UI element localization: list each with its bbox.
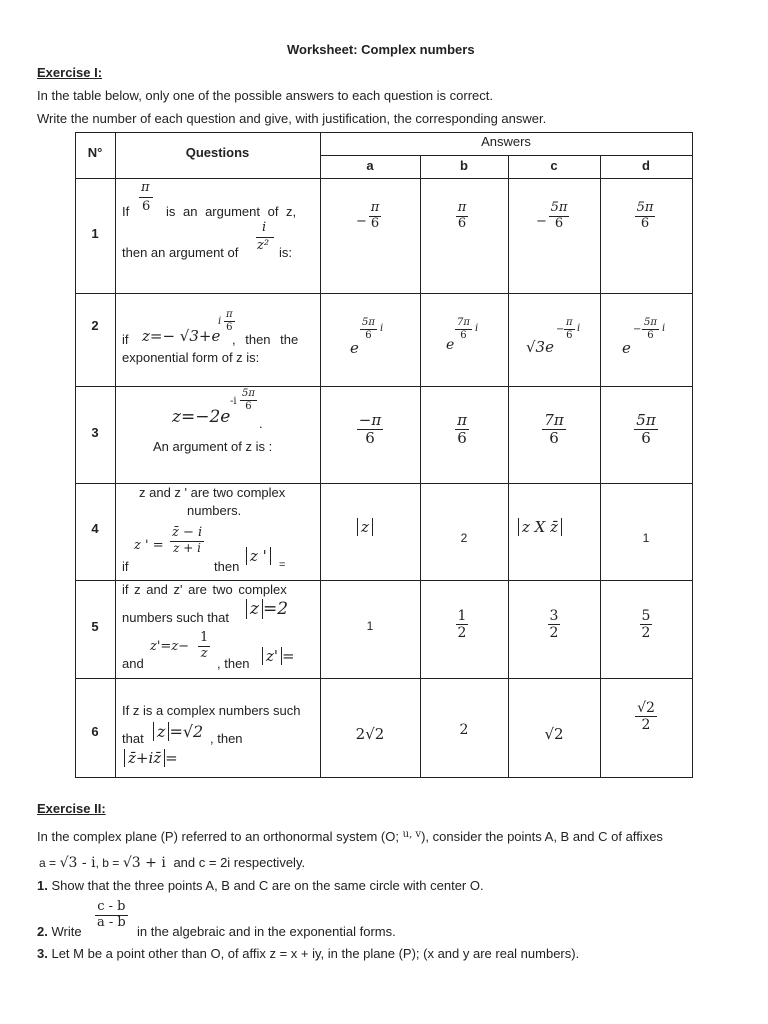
exercise2-affixes: a = √3 - i, b = √3 + i and c = 2i respectively. xyxy=(39,855,306,871)
page-title: Worksheet: Complex numbers xyxy=(287,42,475,57)
exercise2-question-2-rest: in the algebraic and in the exponential forms. xyxy=(137,924,396,939)
exercise2-heading: Exercise II: xyxy=(37,801,106,816)
exercise2-question-3: 3. Let M be a point other than O, of affix z = x + iy, in the plane (P); (x and y are real numbers). xyxy=(37,946,580,961)
col-header-d: d xyxy=(642,158,650,173)
exercise1-line1: In the table below, only one of the possible answers to each question is correct. xyxy=(37,88,493,103)
row-number-1: 1 xyxy=(91,226,99,241)
col-header-a: a xyxy=(366,158,374,173)
exercise2-intro: In the complex plane (P) referred to an orthonormal system (O; $^{u, v}$), consider the points A, B and C of affixes xyxy=(37,829,663,844)
exercise1-line2: Write the number of each question and give, with justification, the corresponding answer. xyxy=(37,111,547,126)
col-header-number: N° xyxy=(87,145,103,160)
col-header-questions: Questions xyxy=(185,145,250,160)
col-header-c: c xyxy=(550,158,558,173)
row-number-3: 3 xyxy=(91,425,99,440)
row-number-4: 4 xyxy=(91,521,99,536)
exercise2-question-1: 1. Show that the three points A, B and C are on the same circle with center O. xyxy=(37,878,484,893)
exercise1-heading: Exercise I: xyxy=(37,65,103,80)
row-number-2: 2 xyxy=(91,318,99,333)
exercise2-question-2: 2. Write xyxy=(37,924,82,939)
row-number-6: 6 xyxy=(91,724,99,739)
row-number-5: 5 xyxy=(91,619,99,634)
col-header-b: b xyxy=(460,158,468,173)
col-header-answers: Answers xyxy=(481,134,531,149)
exercise2-fraction: $\frac{c - b}{a - b}$ xyxy=(97,899,126,930)
